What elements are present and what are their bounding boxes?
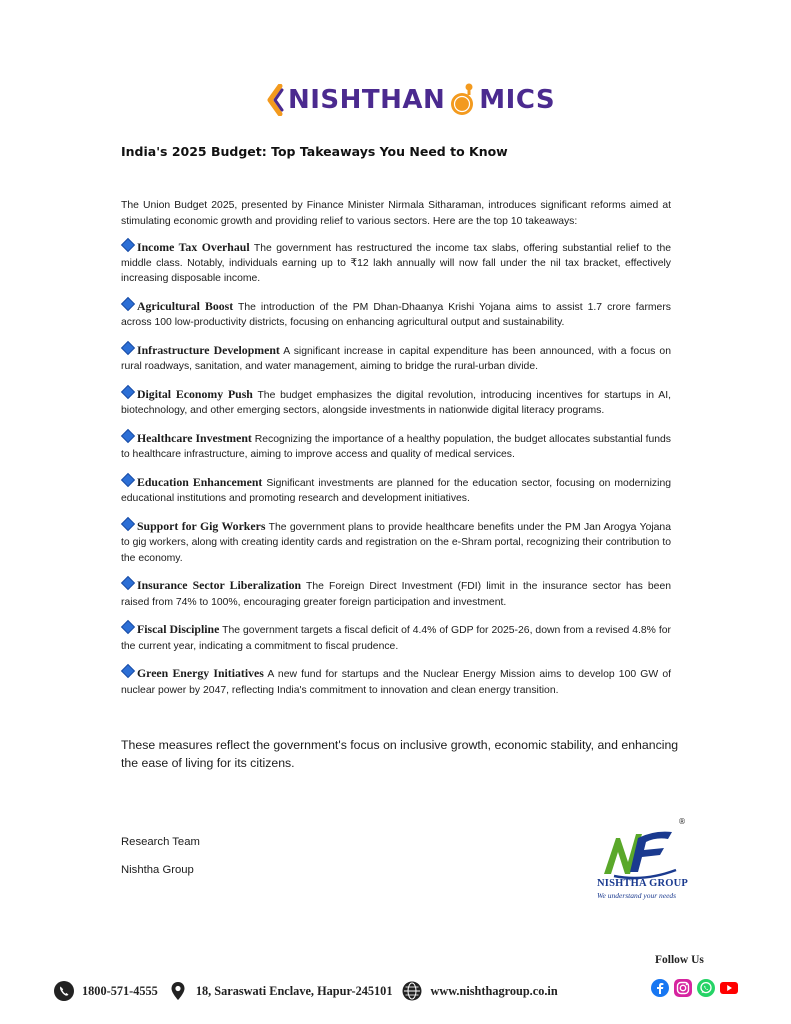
takeaway-title: Green Energy Initiatives bbox=[137, 666, 264, 681]
location-pin-icon bbox=[168, 981, 188, 1001]
diamond-bullet-icon bbox=[121, 620, 135, 634]
takeaway-item bbox=[121, 299, 671, 330]
takeaway-item bbox=[121, 343, 671, 374]
takeaways-list bbox=[121, 240, 671, 710]
takeaway-title: Healthcare Investment bbox=[137, 431, 252, 446]
youtube-icon[interactable] bbox=[720, 979, 738, 997]
coin-icon bbox=[447, 82, 477, 118]
nishthanomics-logo bbox=[266, 80, 555, 120]
diamond-bullet-icon bbox=[121, 517, 135, 531]
takeaway-title: Digital Economy Push bbox=[137, 387, 253, 402]
takeaway-item bbox=[121, 622, 671, 653]
takeaway-title: Insurance Sector Liberalization bbox=[137, 578, 302, 593]
takeaway-text: The Foreign Direct Investment (FDI) limit in the insurance sector has been raised from 74% to 100%, encouraging greater foreign participation and investment. bbox=[121, 581, 672, 608]
intro-paragraph: The Union Budget 2025, presented by Finance Minister Nirmala Sitharaman, introduces significant reforms aimed at stimulating economic growth and providing relief to various sectors. Here are the top 10 takeaways: bbox=[121, 200, 671, 227]
takeaway-text: The government targets a fiscal deficit of 4.4% of GDP for 2025-26, down from a revised 4.8% for the current year, indicating a commitment to fiscal prudence. bbox=[121, 625, 672, 652]
footer-website[interactable]: www.nishthagroup.co.in bbox=[430, 983, 558, 998]
takeaway-title: Agricultural Boost bbox=[137, 299, 234, 314]
follow-us-label: Follow Us bbox=[655, 954, 704, 966]
takeaway-title: Education Enhancement bbox=[137, 475, 263, 490]
diamond-bullet-icon bbox=[121, 238, 135, 252]
takeaway-title: Fiscal Discipline bbox=[137, 622, 220, 637]
takeaway-item bbox=[121, 387, 671, 418]
diamond-bullet-icon bbox=[121, 429, 135, 443]
takeaway-text: The introduction of the PM Dhan-Dhaanya Krishi Yojana aims to assist 1.7 crore farmers across 100 low-productivity districts, focusing on enhancing agricultural output and sustainability. bbox=[121, 302, 671, 329]
takeaway-text: A significant increase in capital expenditure has been announced, with a focus on rural roadways, sanitation, and water management, aiming to bridge the rural-urban divide. bbox=[121, 346, 671, 373]
footer-address: 18, Saraswati Enclave, Hapur-245101 bbox=[195, 983, 393, 998]
logo-chevron-icon bbox=[266, 84, 284, 116]
social-icons bbox=[651, 979, 738, 997]
takeaway-item bbox=[121, 666, 671, 697]
instagram-icon[interactable] bbox=[674, 979, 692, 997]
whatsapp-icon[interactable] bbox=[697, 979, 715, 997]
takeaway-title: Infrastructure Development bbox=[137, 343, 280, 358]
takeaway-item bbox=[121, 240, 671, 287]
diamond-bullet-icon bbox=[121, 576, 135, 590]
group-logo-name: NISHTHA GROUP bbox=[597, 878, 688, 889]
diamond-bullet-icon bbox=[121, 664, 135, 678]
registered-mark: ® bbox=[678, 817, 686, 826]
takeaway-title: Income Tax Overhaul bbox=[137, 240, 250, 254]
page-title: India's 2025 Budget: Top Takeaways You Need to Know bbox=[121, 144, 508, 159]
takeaway-text: The government plans to provide healthcare benefits under the PM Jan Arogya Yojana to gig workers, along with creating identity cards and registration on the e-Shram portal, recognizing their contribution to the economy. bbox=[121, 522, 671, 564]
takeaway-item bbox=[121, 519, 671, 566]
logo-text-left: NISHTHAN bbox=[288, 85, 446, 115]
diamond-bullet-icon bbox=[121, 473, 135, 487]
takeaway-text: The budget emphasizes the digital revolution, introducing incentives for startups in AI, biotechnology, and other emerging sectors, alongside investments in nationwide digital literacy programs. bbox=[121, 390, 671, 417]
group-logo-tagline: We understand your needs bbox=[597, 891, 677, 900]
logo-text-right: MICS bbox=[479, 85, 556, 115]
takeaway-text: Significant investments are planned for the education sector, focusing on modernizing educational institutions and promoting research and development initiatives. bbox=[121, 478, 671, 505]
takeaway-item bbox=[121, 578, 671, 609]
conclusion-paragraph: These measures reflect the government's focus on inclusive growth, economic stability, and enhancing the ease of living for its citizens. bbox=[121, 738, 679, 770]
diamond-bullet-icon bbox=[121, 297, 135, 311]
signature-team: Research Team bbox=[121, 836, 200, 848]
takeaway-text: The government has restructured the income tax slabs, offering substantial relief to the middle class. Notably, individuals earning up to ₹12 lakh annually will now fall under the nil tax bracket, effectively increasing disposable income. bbox=[121, 243, 672, 285]
facebook-icon[interactable] bbox=[651, 979, 669, 997]
signature-company: Nishtha Group bbox=[121, 864, 194, 876]
takeaway-title: Support for Gig Workers bbox=[137, 519, 266, 534]
footer-contact-bar bbox=[54, 980, 558, 1002]
phone-icon bbox=[54, 981, 74, 1001]
takeaway-item bbox=[121, 431, 671, 462]
footer-phone: 1800-571-4555 bbox=[82, 983, 158, 998]
takeaway-item bbox=[121, 475, 671, 506]
diamond-bullet-icon bbox=[121, 385, 135, 399]
diamond-bullet-icon bbox=[121, 341, 135, 355]
takeaway-text: Recognizing the importance of a healthy population, the budget allocates substantial funds to healthcare infrastructure, aiming to improve access and quality of medical services. bbox=[121, 434, 671, 461]
globe-icon bbox=[402, 981, 422, 1001]
takeaway-text: A new fund for startups and the Nuclear Energy Mission aims to develop 100 GW of nuclear power by 2047, reflecting India's commitment to innovation and clean energy transition. bbox=[121, 669, 672, 696]
